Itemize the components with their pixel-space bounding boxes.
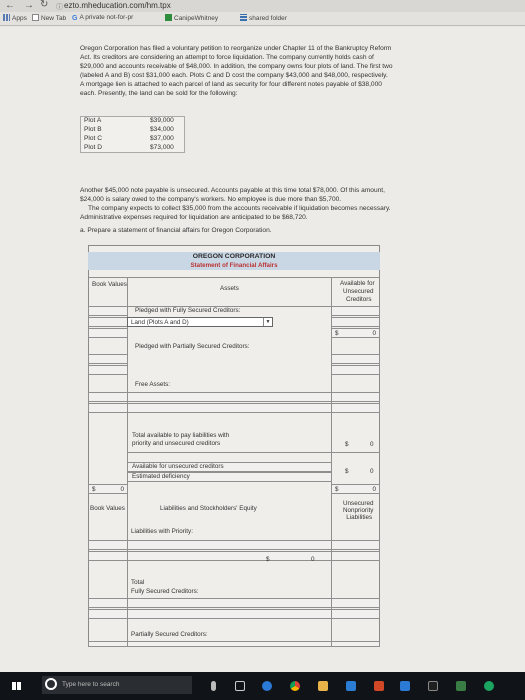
- file-explorer-icon[interactable]: [318, 681, 328, 691]
- chrome-icon[interactable]: [290, 681, 300, 691]
- bookmark-private[interactable]: G A private not-for-pr: [72, 14, 134, 22]
- book-values-header-2: Book Values: [90, 505, 125, 512]
- book-value-input[interactable]: [88, 641, 128, 647]
- spotify-icon[interactable]: [484, 681, 494, 691]
- problem-line: each. Presently, the land can be sold for the following:: [80, 90, 238, 97]
- assets-header: Assets: [220, 285, 239, 292]
- nonpriority-input[interactable]: [331, 641, 380, 647]
- available-input[interactable]: [331, 365, 380, 375]
- book-value-input[interactable]: [88, 328, 128, 338]
- bookmark-canipe[interactable]: CanipeWhitney: [165, 14, 218, 22]
- microphone-icon[interactable]: [211, 681, 216, 691]
- plot-value: $73,000: [150, 144, 174, 151]
- sheets-icon: [165, 14, 172, 21]
- info-icon: ⓘ: [56, 4, 63, 11]
- plot-name: Plot A: [84, 117, 102, 124]
- partially-secured-label: Partially Secured Creditors:: [131, 631, 208, 638]
- excel-icon[interactable]: [456, 681, 466, 691]
- pledged-full-label: Pledged with Fully Secured Creditors:: [135, 307, 241, 314]
- estimated-deficiency-label: Estimated deficiency: [132, 473, 190, 480]
- book-value-input[interactable]: [88, 354, 128, 364]
- book-value-input[interactable]: [88, 598, 128, 608]
- land-select[interactable]: Land (Plots A and D) ▼: [127, 317, 273, 327]
- plot-value: $37,000: [150, 135, 174, 142]
- unsecured-nonpriority-header: Unsecured Nonpriority Liabilities: [343, 500, 374, 521]
- plot-value: $39,000: [150, 117, 174, 124]
- mail-icon[interactable]: [400, 681, 410, 691]
- windows-start-icon[interactable]: [12, 682, 21, 690]
- search-placeholder: Type here to search: [62, 681, 120, 688]
- free-assets-label: Free Assets:: [135, 381, 170, 388]
- problem-line: Act. Its creditors are considering an attempt to force liquidation. The company currently holds cash of: [80, 54, 374, 61]
- google-icon: G: [72, 15, 78, 22]
- forward-arrow-icon[interactable]: →: [24, 0, 34, 11]
- chevron-down-icon: ▼: [263, 318, 272, 326]
- book-value-input[interactable]: [88, 551, 128, 561]
- plot-value: $34,000: [150, 126, 174, 133]
- available-input[interactable]: [331, 317, 380, 327]
- total-label: Total: [131, 579, 145, 586]
- available-unsecured-value: 0: [370, 468, 374, 475]
- deficiency-total: $ 0: [331, 484, 380, 494]
- available-unsecured-header: Available for Unsecured Creditors: [340, 280, 375, 303]
- dollar-sign: $: [345, 441, 349, 448]
- row-divider: [127, 452, 380, 453]
- nonpriority-input[interactable]: [331, 551, 380, 561]
- dollar-sign: $: [266, 556, 270, 563]
- free-asset-input[interactable]: [127, 392, 332, 402]
- nonpriority-input[interactable]: [331, 609, 380, 619]
- nonpriority-input[interactable]: [331, 598, 380, 608]
- book-value-total: $ 0: [88, 484, 128, 494]
- company-name: OREGON CORPORATION: [192, 253, 276, 260]
- folder-grid-icon: [240, 14, 247, 21]
- priority-total-value: 0: [311, 556, 315, 563]
- cortana-icon: [45, 678, 57, 690]
- problem-line: (labeled A and B) cost $31,000 each. Plots C and D cost the company $43,000 and $48,000, respectively.: [80, 72, 388, 79]
- book-value-input[interactable]: [88, 317, 128, 327]
- book-value-input[interactable]: [88, 365, 128, 375]
- powerpoint-icon[interactable]: [374, 681, 384, 691]
- dollar-sign: $: [345, 468, 349, 475]
- store-icon[interactable]: [346, 681, 356, 691]
- question-text: a. Prepare a statement of financial affairs for Oregon Corporation.: [80, 227, 272, 234]
- url-text[interactable]: ezto.mheducation.com/hm.tpx: [64, 1, 171, 10]
- app-icon[interactable]: [428, 681, 438, 691]
- book-value-input[interactable]: [88, 609, 128, 619]
- problem-line: $24,000 is salary owed to the company's workers. No employee is due more than $5,700.: [80, 196, 342, 203]
- reload-icon[interactable]: ↻: [40, 0, 49, 10]
- bookmark-apps[interactable]: Apps: [3, 14, 27, 22]
- available-input[interactable]: [331, 403, 380, 413]
- page-icon: [32, 14, 39, 21]
- plot-name: Plot C: [84, 135, 102, 142]
- edge-icon[interactable]: [262, 681, 272, 691]
- book-value-input[interactable]: [88, 392, 128, 402]
- available-total: $ 0: [331, 328, 380, 338]
- priority-liability-input[interactable]: [127, 540, 332, 550]
- problem-line: Administrative expenses required for liquidation are anticipated to be $68,720.: [80, 214, 308, 221]
- available-unsecured-label: Available for unsecured creditors: [132, 463, 224, 470]
- apps-grid-icon: [3, 14, 10, 21]
- problem-line: Another $45,000 note payable is unsecured. Accounts payable at this time total $78,000. Of this amount,: [80, 187, 385, 194]
- statement-title: Statement of Financial Affairs: [190, 262, 278, 269]
- fully-secured-input[interactable]: [127, 609, 332, 619]
- plot-name: Plot B: [84, 126, 102, 133]
- available-input[interactable]: [331, 306, 380, 316]
- nonpriority-input[interactable]: [331, 540, 380, 550]
- pledged-partial-label: Pledged with Partially Secured Creditors:: [135, 343, 250, 350]
- fully-secured-label: Fully Secured Creditors:: [131, 588, 199, 595]
- plot-name: Plot D: [84, 144, 102, 151]
- book-value-input[interactable]: [88, 540, 128, 550]
- available-input[interactable]: [331, 354, 380, 364]
- problem-line: $29,000 and accounts receivable of $48,000. In addition, the company owns four plots of land. The first two: [80, 63, 393, 70]
- fully-secured-input[interactable]: [127, 598, 332, 608]
- book-value-input[interactable]: [88, 403, 128, 413]
- book-value-input[interactable]: [88, 306, 128, 316]
- free-asset-input[interactable]: [127, 403, 332, 413]
- address-bar: [0, 0, 525, 12]
- row-divider: [88, 277, 380, 278]
- bookmark-new-tab[interactable]: New Tab: [32, 14, 66, 22]
- partially-secured-input[interactable]: [127, 641, 332, 647]
- priority-liability-input[interactable]: [127, 551, 332, 561]
- task-view-icon[interactable]: [235, 681, 245, 691]
- problem-line: A mortgage lien is attached to each parcel of land as security for four different notes payable of $38,000: [80, 81, 382, 88]
- available-input[interactable]: [331, 392, 380, 402]
- total-available-label: Total available to pay liabilities with priority and unsecured creditors: [132, 432, 230, 447]
- problem-line: The company expects to collect $35,000 from the accounts receivable if liquidation becomes necessary.: [88, 205, 391, 212]
- bookmarks-bar: [0, 12, 525, 26]
- total-available-value: 0: [370, 441, 374, 448]
- taskbar-search[interactable]: [42, 676, 192, 694]
- back-arrow-icon[interactable]: ←: [5, 0, 15, 11]
- liabilities-priority-label: Liabilities with Priority:: [131, 528, 193, 535]
- bookmark-shared-folder[interactable]: shared folder: [240, 14, 287, 22]
- problem-line: Oregon Corporation has filed a voluntary petition to reorganize under Chapter 11 of the Bankruptcy Reform: [80, 45, 392, 52]
- liabilities-equity-header: Liabilities and Stockholders' Equity: [160, 505, 257, 512]
- book-values-header: Book Values: [92, 281, 127, 288]
